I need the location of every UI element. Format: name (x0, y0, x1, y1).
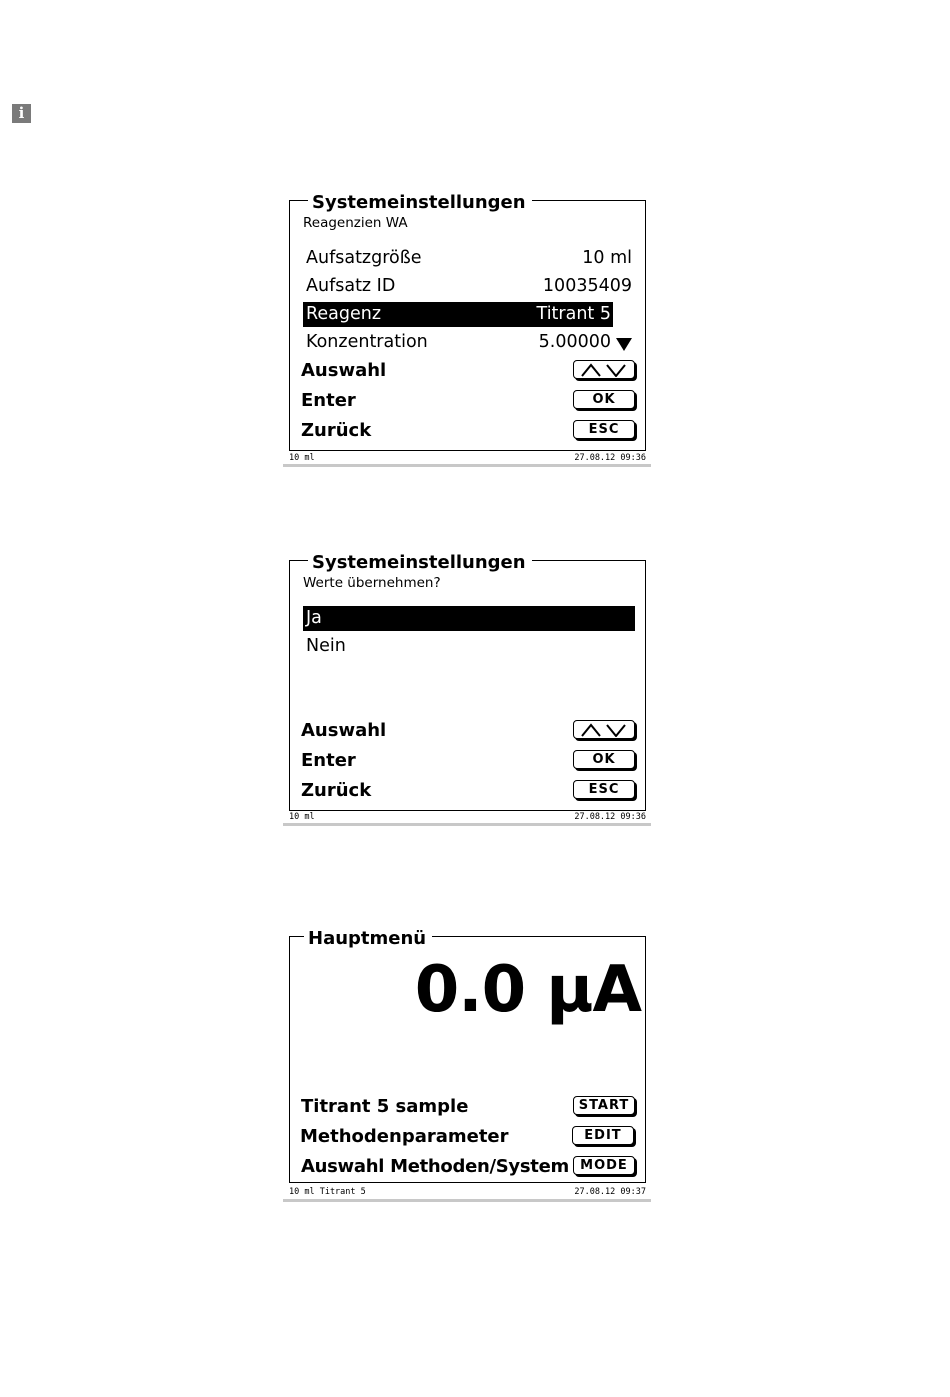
action-row-select (301, 358, 635, 384)
menu-row-concentration[interactable] (303, 330, 635, 355)
status-bar (283, 464, 651, 467)
info-icon: i (12, 104, 31, 123)
action-label: Titrant 5 sample (301, 1096, 469, 1117)
up-down-arrows-icon (580, 723, 628, 737)
action-label: Enter (301, 390, 356, 411)
action-row-back (301, 418, 635, 444)
status-left: 10 ml (289, 453, 315, 463)
action-label: Zurück (301, 420, 372, 441)
edit-key[interactable]: EDIT (572, 1126, 634, 1145)
screen-confirm-values (283, 552, 651, 828)
display-frame (289, 552, 646, 811)
row-label: Reagenz (306, 304, 382, 324)
status-datetime: 27.08.12 09:37 (574, 1187, 646, 1197)
screen-main-menu (283, 928, 651, 1206)
status-line (283, 811, 651, 823)
start-key[interactable]: START (573, 1096, 635, 1115)
action-label: Methodenparameter (300, 1126, 509, 1147)
action-row-back (301, 778, 635, 804)
action-row-select (301, 718, 635, 744)
status-datetime: 27.08.12 09:36 (574, 812, 646, 822)
display-frame (289, 192, 646, 451)
esc-key[interactable]: ESC (573, 780, 635, 799)
action-row-edit (300, 1124, 634, 1150)
menu-row-reagent[interactable] (303, 302, 613, 327)
status-bar (283, 823, 651, 826)
option-no[interactable] (303, 634, 635, 659)
row-value: 5.00000 (538, 332, 611, 352)
status-left: 10 ml (289, 812, 315, 822)
row-label: Konzentration (306, 332, 428, 352)
screen-title: Systemeinstellungen (308, 553, 532, 573)
up-down-arrows-icon (580, 363, 628, 377)
action-label: Enter (301, 750, 356, 771)
menu-row-attachment-id[interactable] (303, 274, 635, 299)
row-value: 10035409 (542, 276, 632, 296)
screen-title: Hauptmenü (304, 929, 432, 949)
current-reading: 0.0 µA (414, 953, 641, 1027)
action-label: Auswahl (301, 720, 387, 741)
row-label: Ja (306, 608, 322, 628)
action-row-enter (301, 748, 635, 774)
up-down-key[interactable] (573, 360, 635, 379)
menu-row-attachment-size[interactable] (303, 246, 635, 271)
screen-subtitle: Reagenzien WA (303, 215, 408, 231)
display-frame (289, 928, 646, 1183)
action-label: Auswahl (301, 360, 387, 381)
action-row-start (301, 1094, 635, 1120)
screen-system-settings-reagents (283, 192, 651, 468)
status-line (283, 1186, 651, 1198)
row-value: 10 ml (582, 248, 632, 268)
screen-subtitle: Werte übernehmen? (303, 575, 441, 591)
ok-key[interactable]: OK (573, 750, 635, 769)
status-line (283, 452, 651, 464)
row-label: Aufsatz ID (306, 276, 396, 296)
status-bar (283, 1199, 651, 1202)
screen-title: Systemeinstellungen (308, 193, 532, 213)
option-yes[interactable] (303, 606, 635, 631)
row-label: Aufsatzgröße (306, 248, 422, 268)
action-row-mode (301, 1154, 635, 1180)
action-row-enter (301, 388, 635, 414)
row-label: Nein (306, 636, 346, 656)
status-datetime: 27.08.12 09:36 (574, 453, 646, 463)
action-label: Auswahl Methoden/System (301, 1156, 569, 1177)
action-label: Zurück (301, 780, 372, 801)
row-value: Titrant 5 (536, 304, 611, 324)
status-left: 10 ml Titrant 5 (289, 1187, 366, 1197)
mode-key[interactable]: MODE (573, 1156, 635, 1175)
up-down-key[interactable] (573, 720, 635, 739)
ok-key[interactable]: OK (573, 390, 635, 409)
triangle-down-icon (616, 338, 632, 351)
esc-key[interactable]: ESC (573, 420, 635, 439)
